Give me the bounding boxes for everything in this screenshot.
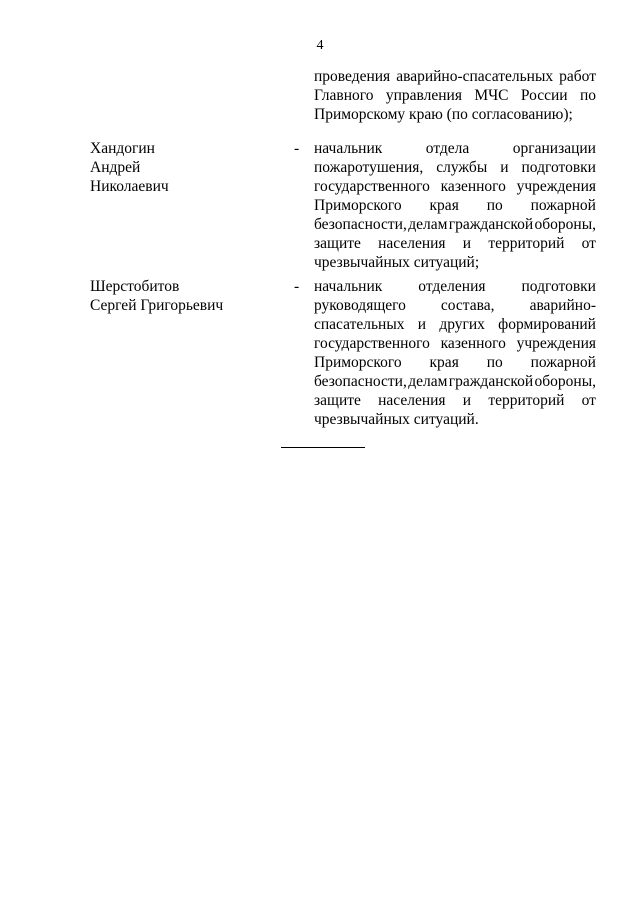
person-surname: Хандогин [90, 140, 155, 157]
word: пожарной [530, 354, 596, 371]
word: и [417, 316, 427, 333]
intro-line-2 [314, 86, 596, 105]
word: государственного [314, 335, 430, 352]
separator-dash: - [294, 278, 300, 295]
intro-line-1 [314, 67, 596, 86]
desc-line [314, 315, 596, 334]
word: от [581, 392, 596, 409]
word: службы [436, 159, 488, 176]
desc-line [314, 158, 596, 177]
person-surname: Шерстобитов [90, 278, 180, 295]
person-patronymic: Николаевич [90, 178, 169, 195]
word: безопасности, [314, 216, 407, 233]
word: состава, [440, 297, 495, 314]
desc-last-line: чрезвычайных ситуаций. [314, 411, 479, 428]
desc-line [314, 139, 596, 158]
desc-line [314, 215, 596, 234]
desc-line [314, 334, 596, 353]
word: руководящего [314, 297, 406, 314]
word: Главного [314, 87, 374, 104]
word: населения [378, 392, 446, 409]
word: защите [314, 392, 361, 409]
word: управления [385, 87, 462, 104]
word: аварийно-спасательных [396, 68, 554, 85]
word: пожарной [530, 197, 596, 214]
word: других [439, 316, 485, 333]
word: работ [559, 68, 596, 85]
desc-line [314, 296, 596, 315]
desc-line [314, 391, 596, 410]
desc-line [314, 372, 596, 391]
person-first-name-patronymic: Сергей Григорьевич [90, 297, 224, 314]
word: аварийно- [529, 297, 596, 314]
word: по [579, 87, 596, 104]
word: и [462, 392, 472, 409]
word: подготовки [521, 159, 596, 176]
word: России [520, 87, 568, 104]
intro-line-3: Приморскому краю (по согласованию); [314, 106, 573, 123]
desc-line [314, 277, 596, 296]
word: и [462, 235, 472, 252]
word: гражданской [448, 216, 534, 233]
word: населения [378, 235, 446, 252]
word: учреждения [516, 178, 596, 195]
word: начальник [314, 278, 383, 295]
word: проведения [314, 68, 391, 85]
word: учреждения [516, 335, 596, 352]
word: отдела [425, 140, 470, 157]
word: делам [408, 216, 448, 233]
word: края [429, 354, 459, 371]
desc-line [314, 177, 596, 196]
word: начальник [314, 140, 383, 157]
word: подготовки [521, 278, 596, 295]
word: спасательных [314, 316, 405, 333]
end-of-list-rule [281, 447, 365, 448]
desc-line [314, 353, 596, 372]
word: пожаротушения, [314, 159, 424, 176]
page-number: 4 [316, 38, 324, 53]
word: обороны, [534, 373, 596, 390]
word: по [486, 197, 503, 214]
word: края [429, 197, 459, 214]
word: делам [408, 373, 448, 390]
word: территорий [488, 392, 565, 409]
desc-line [314, 196, 596, 215]
word: казенного [440, 178, 506, 195]
word: и [500, 159, 509, 176]
word: МЧС [474, 87, 509, 104]
word: территорий [488, 235, 565, 252]
word: Приморского [314, 354, 402, 371]
word: обороны, [534, 216, 596, 233]
desc-last-line: чрезвычайных ситуаций; [314, 254, 480, 271]
word: формирований [498, 316, 596, 333]
word: от [581, 235, 596, 252]
person-first-name: Андрей [90, 159, 141, 176]
word: государственного [314, 178, 430, 195]
word: гражданской [448, 373, 534, 390]
desc-line [314, 234, 596, 253]
word: казенного [440, 335, 506, 352]
word: отделения [418, 278, 486, 295]
word: по [486, 354, 503, 371]
separator-dash: - [294, 140, 300, 157]
word: Приморского [314, 197, 402, 214]
word: организации [512, 140, 596, 157]
word: защите [314, 235, 361, 252]
word: безопасности, [314, 373, 407, 390]
